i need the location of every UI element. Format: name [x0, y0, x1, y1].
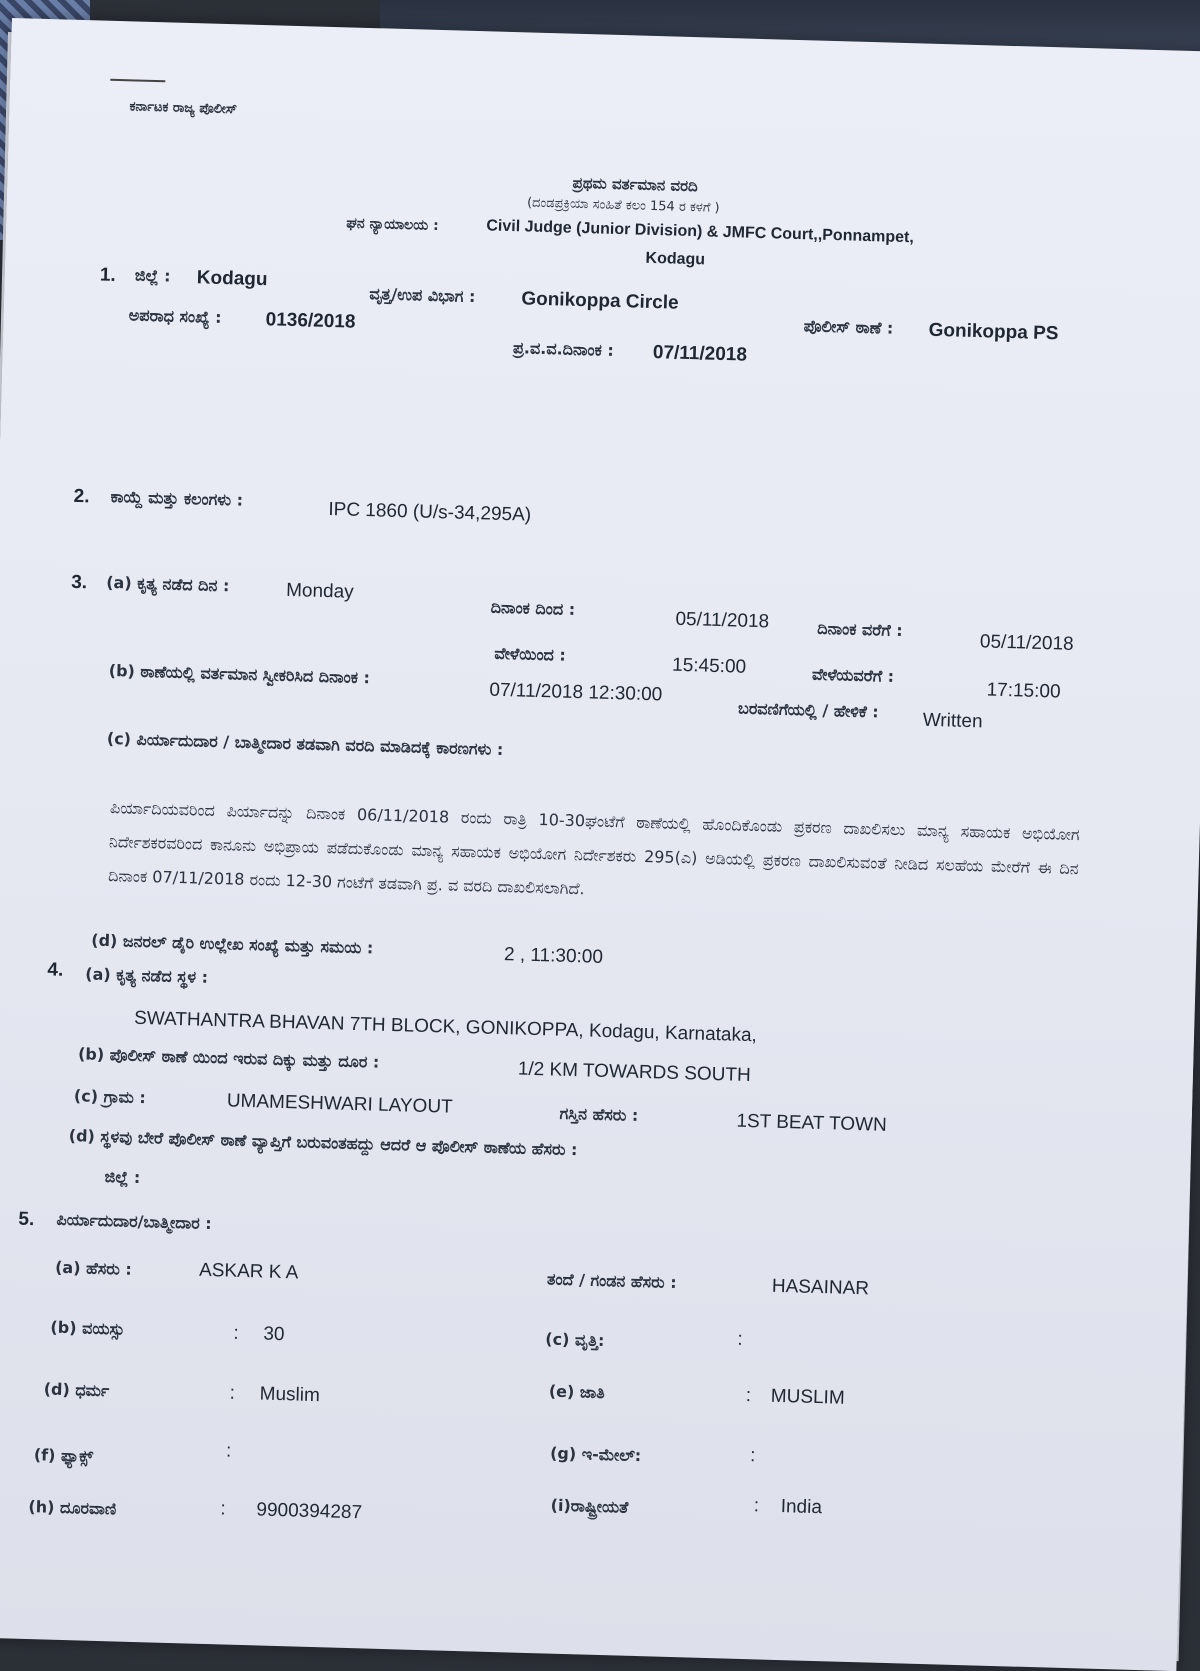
to-date-label: ದಿನಾಂಕ ವರೆಗೆ : — [817, 618, 903, 641]
fax-label: (f) ಫ್ಯಾಕ್ಸ್ — [33, 1445, 94, 1466]
age-label: (b) ವಯಸ್ಸು — [50, 1317, 125, 1339]
circle-value: Gonikoppa Circle — [521, 288, 679, 314]
delay-reason-text: ಪಿರ್ಯಾದಿಯವರಿಂದ ಪಿರ್ಯಾದನ್ನು ದಿನಾಂಕ 06/11/2018 ರಂದು ರಾತ್ರಿ 10-30ಘಂಟೆಗೆ ಠಾಣೆಯಲ್ಲಿ ಹೊಂದಿಕೊಂಡು ಪ್ರಕರಣ ದಾಖಲಿಸಲು ಮಾನ್ಯ ಸಹಾಯಕ ಅಭಿಯೋಗ ನಿರ್ದೇಶಕರವರಿಂದ ಕಾನೂನು ಅಭಿಪ್ರಾಯ ಪಡೆದುಕೊಂಡು ಮಾನ್ಯ ಸಹಾಯಕ ಅಭಿಯೋಗ ನಿರ್ದೇಶಕರು 295(ಎ) ಅಡಿಯಲ್ಲಿ ಪ್ರಕರಣ ದಾಖಲಿಸುವಂತೆ ನೀಡಿದ ಸಲಹೆಯ ಮೇರೆಗೆ ಈ ದಿನ ದಿನಾಂಕ 07/11/2018 ರಂದು 12-30 ಗಂಟೆಗೆ ತಡವಾಗಿ ಪ್ರ. ವ ವರದಿ ದಾಖಲಿಸಲಾಗಿದೆ. — [107, 798, 1080, 899]
diary-ref-value: 2 , 11:30:00 — [503, 944, 604, 968]
from-time-label: ವೇಳೆಯಿಂದ : — [494, 643, 567, 665]
received-date-value: 07/11/2018 12:30:00 — [489, 679, 663, 706]
act-value: IPC 1860 (U/s-34,295A) — [328, 499, 532, 526]
incident-place-value: SWATHANTRA BHAVAN 7TH BLOCK, GONIKOPPA, Kodagu, Karnataka, — [133, 1007, 758, 1047]
age-value: 30 — [263, 1323, 285, 1346]
station-value: Gonikoppa PS — [928, 319, 1059, 345]
diary-ref-label: (d) ಜನರಲ್ ಡೈರಿ ಉಲ್ಲೇಖ ಸಂಖ್ಯೆ ಮತ್ತು ಸಮಯ : — [91, 930, 374, 958]
circle-label: ವೃತ್ತ/ಉಪ ವಿಭಾಗ : — [369, 284, 476, 307]
email-label: (g) ಇ-ಮೇಲ್: — [549, 1443, 642, 1466]
fir-document — [0, 18, 1200, 1671]
fax-colon: : — [225, 1440, 232, 1462]
delay-reason-label: (c) ಪಿರ್ಯಾದುದಾರ / ಬಾತ್ಮೀದಾರ ತಡವಾಗಿ ವರದಿ ಮಾಡಿದಕ್ಕೆ ಕಾರಣಗಳು : — [106, 728, 504, 759]
beat-value: 1ST BEAT TOWN — [736, 1110, 888, 1136]
beat-label: ಗಸ್ತಿನ ಹೆಸರು : — [559, 1103, 639, 1125]
received-date-label: (b) ಠಾಣೆಯಲ್ಲಿ ವರ್ತಮಾನ ಸ್ವೀಕರಿಸಿದ ದಿನಾಂಕ : — [108, 660, 371, 688]
village-value: UMAMESHWARI LAYOUT — [226, 1090, 453, 1118]
district-value: Kodagu — [196, 267, 268, 291]
fir-date-value: 07/11/2018 — [652, 342, 748, 366]
name-value: ASKAR K A — [198, 1259, 299, 1284]
other-district-label: ಜಿಲ್ಲೆ : — [104, 1167, 141, 1188]
report-mode-label: ಬರವಣಿಗೆಯಲ್ಲಿ / ಹೇಳಿಕೆ : — [737, 698, 879, 722]
phone-colon: : — [220, 1498, 227, 1520]
phone-value: 9900394287 — [256, 1499, 363, 1524]
report-mode-value: Written — [922, 709, 983, 733]
father-name-label: ತಂದೆ / ಗಂಡನ ಹೆಸರು : — [546, 1269, 677, 1293]
incident-day-value: Monday — [285, 579, 355, 603]
act-label: ಕಾಯ್ದೆ ಮತ್ತು ಕಲಂಗಳು : — [110, 486, 244, 510]
court-label: ಘನ ನ್ಯಾಯಾಲಯ : — [346, 215, 439, 234]
section4-number: 4. — [47, 959, 64, 981]
religion-label: (d) ಧರ್ಮ — [43, 1379, 110, 1401]
section2-number: 2. — [73, 485, 90, 508]
fir-date-label: ಪ್ರ.ವ.ವ.ದಿನಾಂಕ : — [512, 338, 615, 360]
name-label: (a) ಹೆಸರು : — [54, 1257, 133, 1279]
district-label: ಜಿಲ್ಲೆ : — [134, 265, 171, 286]
caste-label: (e) ಜಾತಿ — [548, 1381, 606, 1403]
to-date-value: 05/11/2018 — [979, 631, 1074, 655]
occupation-colon: : — [737, 1328, 743, 1350]
section1-number: 1. — [99, 264, 117, 286]
from-date-label: ದಿನಾಂಕ ದಿಂದ : — [490, 597, 576, 619]
age-colon: : — [233, 1322, 239, 1344]
other-station-label: (d) ಸ್ಥಳವು ಬೇರೆ ಪೊಲೀಸ್ ಠಾಣೆ ವ್ಯಾಪ್ತಿಗೆ ಬರುವಂತಹದ್ದು ಆದರೆ ಆ ಪೊಲೀಸ್ ಠಾಣೆಯ ಹೆಸರು : — [68, 1126, 578, 1160]
incident-day-label: (a) ಕೃತ್ಯ ನಡೆದ ದಿನ : — [106, 572, 230, 596]
religion-colon: : — [229, 1382, 236, 1404]
incident-place-label: (a) ಕೃತ್ಯ ನಡೆದ ಸ್ಥಳ : — [85, 964, 209, 987]
nationality-colon: : — [753, 1495, 760, 1517]
direction-label: (b) ಪೊಲೀಸ್ ಠಾಣೆ ಯಿಂದ ಇರುವ ದಿಕ್ಕು ಮತ್ತು ದೂರ : — [77, 1044, 380, 1072]
crime-number-value: 0136/2018 — [265, 309, 356, 333]
phone-label: (h) ದೂರವಾಣಿ — [28, 1497, 117, 1519]
nationality-label: (i)ರಾಷ್ಟ್ರೀಯತೆ — [550, 1495, 629, 1517]
occupation-label: (c) ವೃತ್ತಿ: — [545, 1329, 605, 1351]
from-time-value: 15:45:00 — [671, 654, 747, 678]
direction-value: 1/2 KM TOWARDS SOUTH — [517, 1058, 752, 1087]
from-date-value: 05/11/2018 — [675, 608, 770, 633]
court-value-line2: Kodagu — [645, 249, 706, 269]
section5-number: 5. — [18, 1208, 35, 1231]
to-time-value: 17:15:00 — [986, 679, 1061, 703]
father-name-value: HASAINAR — [771, 1275, 870, 1300]
religion-value: Muslim — [259, 1383, 321, 1407]
pen-mark — [110, 79, 165, 83]
nationality-value: India — [780, 1496, 823, 1519]
station-label: ಪೊಲೀಸ್ ಠಾಣೆ : — [803, 316, 894, 338]
document-subtitle: (ದಂಡಪ್ರಕ್ರಿಯಾ ಸಂಹಿತೆ ಕಲಂ 154 ರ ಕಳಗೆ ) — [526, 195, 720, 216]
document-title: ಪ್ರಥಮ ವರ್ತಮಾನ ವರದಿ — [572, 173, 699, 196]
to-time-label: ವೇಳೆಯವರೆಗೆ : — [811, 664, 895, 686]
section3-number: 3. — [70, 571, 88, 594]
org-name: ಕರ್ನಾಟಕ ರಾಜ್ಯ ಪೊಲೀಸ್ — [129, 99, 238, 118]
caste-value: MUSLIM — [770, 1385, 845, 1409]
complainant-label: ಪಿರ್ಯಾದುದಾರ/ಬಾತ್ಮೀದಾರ : — [56, 1209, 212, 1234]
village-label: (c) ಗ್ರಾಮ : — [73, 1086, 147, 1108]
court-value: Civil Judge (Junior Division) & JMFC Court,,Ponnampet, — [486, 217, 915, 247]
caste-colon: : — [745, 1385, 752, 1407]
crime-number-label: ಅಪರಾಧ ಸಂಖ್ಯೆ : — [128, 305, 222, 327]
email-colon: : — [749, 1445, 756, 1467]
